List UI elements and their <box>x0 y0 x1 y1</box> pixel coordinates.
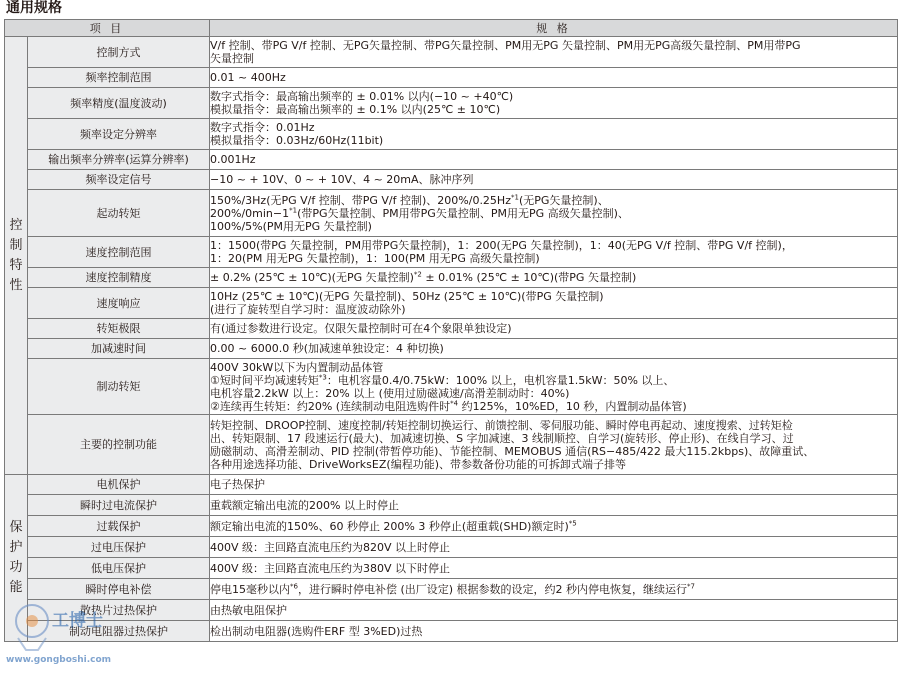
item-name: 制动电阻器过热保护 <box>28 621 210 642</box>
page-title: 通用规格 <box>6 0 62 16</box>
item-spec <box>210 190 898 237</box>
table-row <box>5 88 898 119</box>
spec-line: 数字式指令：最高输出频率的 ± 0.01% 以内(−10 ~ +40℃) <box>210 90 514 103</box>
spec-line: 1：20(PM 用无PG 矢量控制)，1：100(PM 用无PG 高级矢量控制) <box>210 252 540 265</box>
spec-line: ②连续再生转矩：约20% (连续制动电阻选购件时$^{*4}$ 约125%，10%ED，10 秒，内置制动晶体管) <box>210 398 687 413</box>
item-name: 频率精度(温度波动) <box>28 88 210 119</box>
spec-line: 有(通过参数进行设定。仅限矢量控制时可在4个象限单独设定) <box>210 322 512 335</box>
table-row <box>5 237 898 268</box>
item-name: 制动转矩 <box>28 359 210 415</box>
spec-line: 数字式指令：0.01Hz <box>210 121 315 134</box>
table-row <box>5 288 898 319</box>
spec-line: 400V 级：主回路直流电压约为820V 以上时停止 <box>210 540 451 554</box>
spec-line: 励磁制动、高滑差制动、PID 控制(带暂停功能)、节能控制、MEMOBUS 通信(RS−485/422 最大115.2kbps)、故障重试、 <box>210 444 815 458</box>
item-name: 速度响应 <box>28 288 210 319</box>
svg-text:www.gongboshi.com: www.gongboshi.com <box>6 655 112 665</box>
item-spec <box>210 150 898 170</box>
item-spec <box>210 339 898 359</box>
spec-line: $200\%/0\min-1^{*1}$(带PG矢量控制、PM用带PG矢量控制、PM用无PG 高级矢量控制)、 <box>210 205 629 220</box>
spec-line: 10Hz (25℃ ± 10℃)(无PG 矢量控制)、50Hz (25℃ ± 10℃)(带PG 矢量控制) <box>210 290 604 303</box>
table-row <box>5 537 898 558</box>
spec-line: 400V 级：主回路直流电压约为380V 以下时停止 <box>210 561 451 575</box>
table-row <box>5 495 898 516</box>
spec-line: 出、转矩限制、17 段速运行(最大)、加减速切换、S 字加减速、3 线制顺控、自学习(旋转形、停止形)、在线自学习、过 <box>210 431 794 445</box>
spec-line: 400V 30kW以下为内置制动晶体管 <box>210 360 384 374</box>
spec-line: 额定输出电流的150%、60 秒停止 200% 3 秒停止(超重载(SHD)额定时)$^{*5}$ <box>210 518 577 533</box>
spec-line: −10 ~ + 10V、0 ~ + 10V、4 ~ 20mA、脉冲序列 <box>210 173 474 186</box>
header-spec: 规 格 <box>210 20 898 37</box>
item-name: 瞬时过电流保护 <box>28 495 210 516</box>
spec-line: 电子热保护 <box>210 478 265 491</box>
item-name: 频率设定分辨率 <box>28 119 210 150</box>
spec-line: (进行了旋转型自学习时：温度波动除外) <box>210 303 406 316</box>
table-row <box>5 621 898 642</box>
spec-line: 0.01 ~ 400Hz <box>210 71 286 84</box>
item-spec <box>210 516 898 537</box>
svg-text:工博士: 工博士 <box>52 611 103 631</box>
table-row <box>5 190 898 237</box>
item-name: 电机保护 <box>28 475 210 495</box>
spec-line: 矢量控制 <box>210 52 254 65</box>
item-name: 过载保护 <box>28 516 210 537</box>
table-row <box>5 579 898 600</box>
table-row <box>5 558 898 579</box>
spec-line: 模拟量指令：0.03Hz/60Hz(11bit) <box>210 134 384 147</box>
item-spec <box>210 415 898 475</box>
table-row <box>5 68 898 88</box>
item-name: 频率控制范围 <box>28 68 210 88</box>
header-item: 项 目 <box>5 20 210 37</box>
spec-line: 模拟量指令：最高输出频率的 ± 0.1% 以内(25℃ ± 10℃) <box>210 103 501 116</box>
table-row <box>5 415 898 475</box>
table-row <box>5 516 898 537</box>
table-row <box>5 170 898 190</box>
item-name: 频率设定信号 <box>28 170 210 190</box>
item-spec <box>210 170 898 190</box>
item-spec <box>210 621 898 642</box>
spec-line: ①短时间平均减速转矩$^{*3}$：电机容量0.4/0.75kW：100% 以上，电机容量1.5kW：50% 以上、 <box>210 372 675 387</box>
item-name: 低电压保护 <box>28 558 210 579</box>
category-control: 控制特性 <box>5 37 28 475</box>
table-row <box>5 119 898 150</box>
table-row <box>5 268 898 288</box>
table-row <box>5 475 898 495</box>
category-protection: 保护功能 <box>5 475 28 642</box>
item-name: 速度控制精度 <box>28 268 210 288</box>
item-spec <box>210 359 898 415</box>
item-name: 瞬时停电补偿 <box>28 579 210 600</box>
table-row <box>5 319 898 339</box>
item-spec <box>210 537 898 558</box>
spec-line: V/f 控制、带PG V/f 控制、无PG矢量控制、带PG矢量控制、PM用无PG 矢量控制、PM用无PG高级矢量控制、PM用带PG <box>210 39 801 52</box>
spec-line: 重载额定输出电流的200% 以上时停止 <box>210 498 399 512</box>
item-spec <box>210 237 898 268</box>
table-row <box>5 37 898 68</box>
item-name: 散热片过热保护 <box>28 600 210 621</box>
spec-line: 0.00 ~ 6000.0 秒(加减速单独设定：4 种切换) <box>210 342 444 355</box>
table-row <box>5 150 898 170</box>
item-spec <box>210 579 898 600</box>
spec-line: 1：1500(带PG 矢量控制，PM用带PG矢量控制)，1：200(无PG 矢量控制)，1：40(无PG V/f 控制、带PG V/f 控制)， <box>210 239 793 252</box>
spec-line: 由热敏电阻保护 <box>210 603 287 617</box>
item-spec <box>210 37 898 68</box>
item-spec <box>210 475 898 495</box>
spec-table-body <box>5 37 898 642</box>
item-name: 起动转矩 <box>28 190 210 237</box>
item-name: 加减速时间 <box>28 339 210 359</box>
spec-line: ± 0.2% (25℃ ± 10℃)(无PG 矢量控制)$^{*2}$ ± 0.01% (25℃ ± 10℃)(带PG 矢量控制) <box>210 270 637 284</box>
spec-line: 转矩控制、DROOP控制、速度控制/转矩控制切换运行、前馈控制、零伺服功能、瞬时停电再起动、速度搜索、过转矩检 <box>210 418 793 432</box>
spec-line: 150%/3Hz(无PG V/f 控制、带PG V/f 控制)、200%/0.25Hz$^{*1}$(无PG矢量控制)、 <box>210 192 609 207</box>
spec-line: 各种用途选择功能、DriveWorksEZ(编程功能)、带参数备份功能的可拆卸式端子排等 <box>210 457 626 471</box>
item-spec <box>210 68 898 88</box>
table-row <box>5 600 898 621</box>
item-spec <box>210 288 898 319</box>
item-spec <box>210 119 898 150</box>
item-name: 主要的控制功能 <box>28 415 210 475</box>
item-name: 转矩极限 <box>28 319 210 339</box>
table-row <box>5 339 898 359</box>
spec-line: 电机容量2.2kW 以上：20% 以上 (使用过励磁减速/高滑差制动时：40%) <box>210 386 570 400</box>
spec-line: 检出制动电阻器(选购件ERF 型 3%ED)过热 <box>210 624 423 638</box>
item-name: 控制方式 <box>28 37 210 68</box>
table-row <box>5 359 898 415</box>
item-spec <box>210 268 898 288</box>
item-spec <box>210 495 898 516</box>
item-name: 输出频率分辨率(运算分辨率) <box>28 150 210 170</box>
spec-table <box>4 19 898 642</box>
item-name: 速度控制范围 <box>28 237 210 268</box>
spec-line: 0.001Hz <box>210 153 256 166</box>
item-spec <box>210 558 898 579</box>
item-spec <box>210 88 898 119</box>
item-spec <box>210 600 898 621</box>
item-name: 过电压保护 <box>28 537 210 558</box>
spec-line: 100%/5%(PM用无PG 矢量控制) <box>210 219 372 233</box>
item-spec <box>210 319 898 339</box>
spec-line: 停电15毫秒以内$^{*6}$，进行瞬时停电补偿 (出厂设定) 根据参数的设定，约2 秒内停电恢复，继续运行$^{*7}$ <box>210 581 696 596</box>
